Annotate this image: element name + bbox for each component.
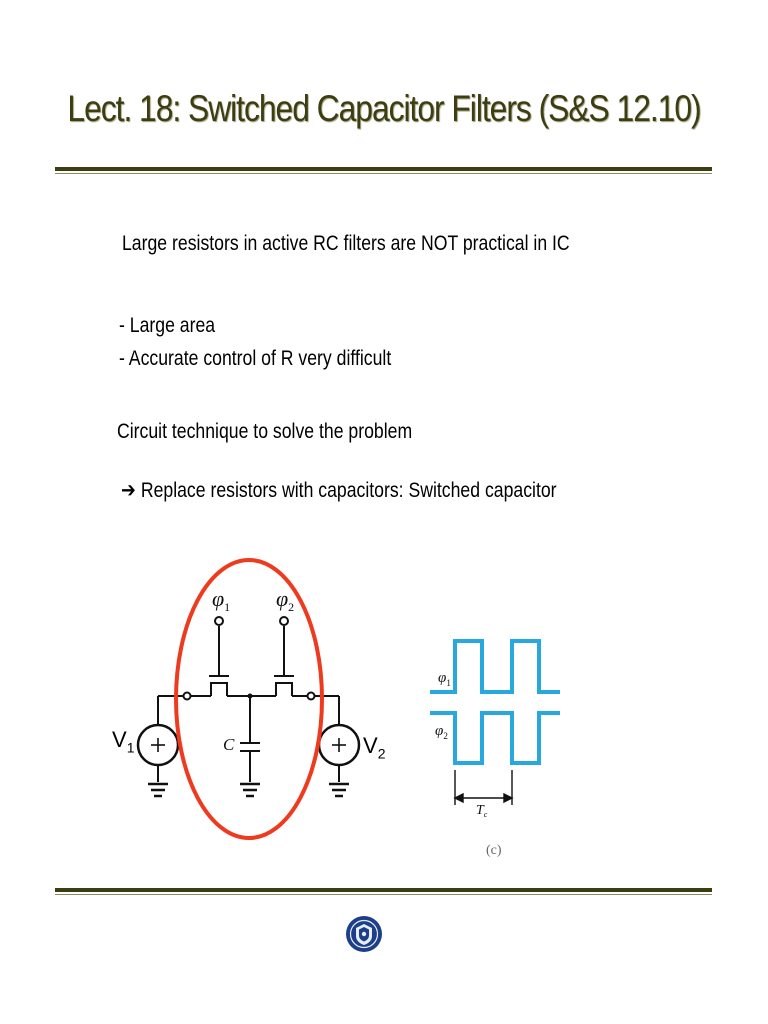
replace-text: Replace resistors with capacitors: Switched capacitor	[140, 479, 557, 502]
slide-title: Lect. 18: Switched Capacitor Filters (S&S 12.10)	[67, 88, 701, 129]
period-label: $T_c$	[476, 803, 488, 819]
university-seal-icon	[344, 914, 384, 954]
v2-label: $V_2$	[363, 733, 386, 762]
ground-icon	[148, 784, 349, 796]
v1-label: $V_1$	[112, 727, 135, 756]
intro-text: Large resistors in active RC filters are NOT practical in IC	[122, 232, 570, 255]
top-divider	[55, 167, 712, 174]
switched-capacitor-circuit	[145, 550, 375, 840]
bullet-large-area: - Large area	[119, 314, 216, 337]
replace-line	[121, 478, 557, 503]
phi2-label: $\varphi_2$	[276, 586, 295, 614]
right-arrow-icon: ➔	[121, 479, 136, 502]
bottom-divider	[55, 888, 712, 895]
bullet-accurate-control: - Accurate control of R very difficult	[119, 347, 392, 370]
phi2-wave-label: $\varphi_2$	[435, 723, 448, 741]
technique-text: Circuit technique to solve the problem	[117, 420, 413, 443]
capacitor-label: C	[223, 735, 235, 754]
phi2-waveform	[430, 713, 560, 763]
figure-caption: (c)	[486, 843, 502, 858]
clock-waveforms	[430, 630, 570, 860]
phi1-label: $\varphi_1$	[212, 586, 231, 614]
phi1-wave-label: $\varphi_1$	[438, 670, 451, 688]
